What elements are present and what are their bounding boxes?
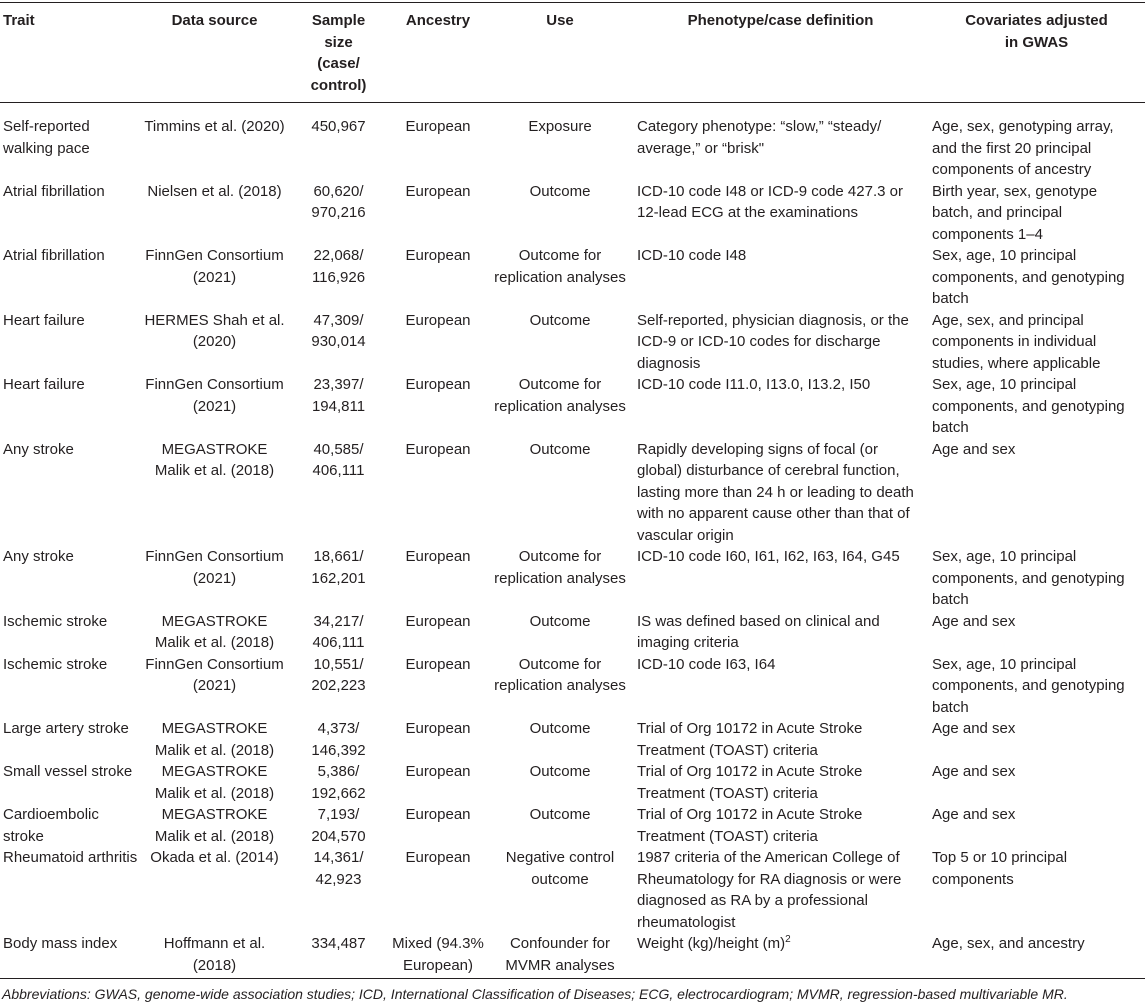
table-row: [0, 718, 1145, 761]
cell-use: [487, 103, 633, 181]
cell-use-text: Outcome: [529, 182, 591, 200]
cell-trait-text: Self-reported walking pace: [3, 118, 90, 157]
cell-phenotype-definition-text: ICD-10 code I60, I61, I62, I63, I64, G45: [637, 548, 900, 565]
cell-trait-text: Atrial fibrillation: [3, 247, 105, 264]
cell-phenotype-definition: [633, 611, 928, 654]
cell-trait: [0, 761, 141, 804]
cell-sample-size: [288, 718, 389, 761]
cell-use-text: Outcome: [529, 806, 591, 823]
header-ancestry: Ancestry: [389, 3, 487, 103]
table-header: [0, 3, 1145, 103]
cell-use: [487, 439, 633, 547]
cell-trait-text: Heart failure: [3, 376, 85, 393]
cell-trait: [0, 847, 141, 933]
cell-covariates-text: Age and sex: [932, 720, 1016, 737]
cell-trait-text: Body mass index: [3, 935, 118, 952]
cell-covariates-text: Age and sex: [932, 763, 1016, 780]
cell-trait-text: Any stroke: [3, 548, 74, 565]
cell-phenotype-definition-text: 1987 criteria of the American College of Rheumatology for RA diagnosis or were diagnosed as RA by a professional rheumatologist: [637, 849, 902, 931]
header-phenotype-definition: Phenotype/case definition: [633, 3, 928, 103]
cell-phenotype-definition: [633, 103, 928, 181]
cell-sample-size-text: 7,193/ 204,570: [311, 806, 366, 845]
cell-ancestry-text: European: [405, 806, 471, 823]
cell-trait-text: Cardioembolic stroke: [3, 806, 99, 845]
cell-sample-size-text: 47,309/ 930,014: [311, 311, 366, 350]
cell-ancestry-text: European: [405, 311, 471, 329]
cell-data-source: [141, 374, 288, 439]
table-row: [0, 761, 1145, 804]
cell-phenotype-definition: [633, 439, 928, 547]
cell-covariates-text: Sex, age, 10 principal components, and genotyping batch: [932, 247, 1125, 307]
cell-trait: [0, 310, 141, 375]
cell-covariates-text: Sex, age, 10 principal components, and genotyping batch: [932, 376, 1125, 436]
cell-covariates-text: Sex, age, 10 principal components, and genotyping batch: [932, 655, 1125, 716]
table-row: [0, 847, 1145, 933]
cell-covariates: [928, 933, 1145, 979]
cell-phenotype-definition: [633, 847, 928, 933]
cell-trait-text: Large artery stroke: [3, 720, 129, 737]
cell-trait: [0, 611, 141, 654]
cell-sample-size-text: 450,967: [311, 118, 366, 135]
cell-use: [487, 847, 633, 933]
cell-ancestry: [389, 245, 487, 310]
cell-ancestry: [389, 847, 487, 933]
cell-sample-size-text: 40,585/ 406,111: [312, 440, 365, 479]
cell-phenotype-definition-text: ICD-10 code I11.0, I13.0, I13.2, I50: [637, 376, 871, 393]
cell-sample-size: [288, 654, 389, 719]
cell-ancestry: [389, 761, 487, 804]
cell-use: [487, 761, 633, 804]
cell-phenotype-definition: [633, 181, 928, 246]
cell-phenotype-definition-text: Trial of Org 10172 in Acute Stroke Treatment (TOAST) criteria: [637, 720, 863, 759]
cell-phenotype-definition: [633, 310, 928, 375]
cell-phenotype-definition-text: Weight (kg)/height (m): [637, 935, 786, 952]
cell-phenotype-definition: [633, 654, 928, 719]
table-row: [0, 933, 1145, 979]
cell-data-source: [141, 654, 288, 719]
cell-phenotype-definition: [633, 804, 928, 847]
cell-covariates-text: Age and sex: [932, 440, 1016, 458]
cell-phenotype-definition-text: Category phenotype: “slow,” “steady/ average,” or “brisk": [637, 118, 882, 157]
header-use: Use: [487, 3, 633, 103]
cell-sample-size: [288, 439, 389, 547]
cell-covariates: [928, 761, 1145, 804]
cell-use-text: Exposure: [528, 118, 592, 135]
cell-data-source-text: MEGASTROKE Malik et al. (2018): [154, 806, 275, 845]
cell-phenotype-definition-text: Self-reported, physician diagnosis, or the ICD-9 or ICD-10 codes for discharge diagnosis: [637, 311, 909, 372]
cell-phenotype-definition: [633, 761, 928, 804]
cell-covariates: [928, 310, 1145, 375]
cell-sample-size-text: 23,397/ 194,811: [311, 376, 366, 415]
cell-sample-size-text: 18,661/ 162,201: [311, 548, 366, 587]
cell-covariates-text: Age, sex, genotyping array, and the first 20 principal components of ancestry: [932, 118, 1114, 178]
cell-trait: [0, 718, 141, 761]
cell-data-source: [141, 310, 288, 375]
cell-data-source: [141, 804, 288, 847]
cell-sample-size: [288, 103, 389, 181]
table-body: [0, 103, 1145, 979]
cell-data-source-text: FinnGen Consortium (2021): [145, 548, 284, 587]
cell-use: [487, 718, 633, 761]
cell-use-text: Outcome for replication analyses: [494, 655, 626, 694]
cell-sample-size: [288, 847, 389, 933]
cell-data-source-text: Nielsen et al. (2018): [147, 182, 282, 200]
superscript: 2: [785, 934, 791, 945]
cell-phenotype-definition: [633, 546, 928, 611]
cell-data-source: [141, 847, 288, 933]
cell-trait-text: Rheumatoid arthritis: [3, 849, 138, 866]
cell-phenotype-definition-text: Trial of Org 10172 in Acute Stroke Treatment (TOAST) criteria: [637, 763, 863, 802]
cell-trait: [0, 439, 141, 547]
cell-covariates: [928, 804, 1145, 847]
cell-use: [487, 611, 633, 654]
cell-data-source-text: MEGASTROKE Malik et al. (2018): [154, 763, 275, 802]
cell-use-text: Outcome: [529, 612, 591, 630]
cell-ancestry-text: European: [405, 763, 471, 780]
cell-covariates: [928, 611, 1145, 654]
cell-sample-size-text: 22,068/ 116,926: [311, 247, 366, 286]
cell-use: [487, 374, 633, 439]
cell-covariates: [928, 546, 1145, 611]
cell-trait: [0, 103, 141, 181]
cell-ancestry-text: European: [405, 182, 471, 200]
cell-trait: [0, 181, 141, 246]
cell-phenotype-definition-text: Trial of Org 10172 in Acute Stroke Treatment (TOAST) criteria: [637, 806, 863, 845]
cell-use-text: Outcome: [529, 440, 591, 458]
cell-use-text: Outcome for replication analyses: [494, 247, 626, 286]
cell-ancestry-text: European: [405, 849, 471, 866]
cell-ancestry: [389, 718, 487, 761]
table-row: [0, 103, 1145, 181]
cell-sample-size: [288, 181, 389, 246]
cell-ancestry-text: European: [405, 612, 471, 630]
cell-sample-size-text: 60,620/ 970,216: [311, 182, 366, 221]
cell-trait-text: Small vessel stroke: [3, 763, 133, 780]
cell-use-text: Outcome: [529, 311, 591, 329]
cell-data-source: [141, 933, 288, 979]
cell-trait: [0, 933, 141, 979]
table-row: [0, 439, 1145, 547]
cell-ancestry-text: European: [405, 440, 471, 458]
table-row: [0, 654, 1145, 719]
cell-data-source: [141, 611, 288, 654]
cell-ancestry: [389, 611, 487, 654]
cell-ancestry: [389, 310, 487, 375]
cell-use-text: Outcome for replication analyses: [494, 376, 626, 415]
cell-phenotype-definition: [633, 933, 928, 979]
cell-covariates: [928, 181, 1145, 246]
cell-covariates: [928, 847, 1145, 933]
cell-sample-size-text: 10,551/ 202,223: [311, 655, 366, 694]
cell-sample-size-text: 34,217/ 406,111: [312, 612, 365, 651]
cell-data-source-text: MEGASTROKE Malik et al. (2018): [154, 612, 275, 651]
cell-phenotype-definition-text: ICD-10 code I48 or ICD-9 code 427.3 or 12-lead ECG at the examinations: [637, 182, 903, 221]
cell-use-text: Outcome: [529, 763, 591, 780]
table-footnote: Abbreviations: GWAS, genome-wide association studies; ICD, International Classification of Diseases; ECG, electrocardiogram; MVMR, regression-based multivariable MR.: [2, 986, 1068, 1002]
cell-data-source-text: FinnGen Consortium (2021): [145, 655, 284, 694]
cell-ancestry: [389, 654, 487, 719]
cell-ancestry-text: Mixed (94.3% European): [392, 935, 484, 974]
header-row: [0, 3, 1145, 103]
cell-use: [487, 933, 633, 979]
header-trait: Trait: [0, 3, 141, 103]
cell-data-source-text: HERMES Shah et al. (2020): [144, 311, 285, 350]
header-covariates: Covariates adjusted in GWAS: [928, 3, 1145, 103]
cell-covariates-text: Age and sex: [932, 612, 1016, 630]
cell-sample-size-text: 5,386/ 192,662: [311, 763, 366, 802]
cell-ancestry: [389, 374, 487, 439]
cell-data-source-text: MEGASTROKE Malik et al. (2018): [154, 440, 275, 479]
cell-data-source: [141, 439, 288, 547]
cell-data-source: [141, 103, 288, 181]
cell-trait-text: Heart failure: [3, 311, 85, 329]
cell-trait-text: Ischemic stroke: [3, 655, 108, 673]
cell-trait: [0, 654, 141, 719]
cell-use-text: Outcome for replication analyses: [494, 548, 626, 587]
cell-sample-size: [288, 611, 389, 654]
cell-phenotype-definition-text: ICD-10 code I48: [637, 247, 747, 264]
cell-covariates-text: Top 5 or 10 principal components: [932, 849, 1068, 888]
cell-sample-size: [288, 310, 389, 375]
cell-data-source: [141, 245, 288, 310]
header-data-source: Data source: [141, 3, 288, 103]
cell-ancestry-text: European: [405, 118, 471, 135]
cell-covariates-text: Age, sex, and ancestry: [932, 935, 1085, 952]
cell-data-source-text: Okada et al. (2014): [150, 849, 279, 866]
table-row: [0, 804, 1145, 847]
cell-ancestry: [389, 439, 487, 547]
cell-phenotype-definition-text: ICD-10 code I63, I64: [637, 655, 776, 673]
cell-data-source-text: Hoffmann et al. (2018): [163, 935, 266, 974]
cell-covariates-text: Age and sex: [932, 806, 1016, 823]
cell-covariates: [928, 654, 1145, 719]
cell-data-source: [141, 761, 288, 804]
cell-phenotype-definition-text: IS was defined based on clinical and imaging criteria: [637, 612, 880, 651]
cell-sample-size-text: 4,373/ 146,392: [311, 720, 366, 759]
cell-trait-text: Atrial fibrillation: [3, 182, 105, 200]
cell-phenotype-definition: [633, 718, 928, 761]
table-row: [0, 245, 1145, 310]
cell-ancestry-text: European: [405, 548, 471, 565]
cell-sample-size: [288, 245, 389, 310]
table-row: [0, 181, 1145, 246]
cell-use: [487, 804, 633, 847]
cell-sample-size: [288, 374, 389, 439]
cell-sample-size-text: 14,361/ 42,923: [313, 849, 364, 888]
cell-covariates: [928, 718, 1145, 761]
cell-trait: [0, 804, 141, 847]
cell-data-source-text: FinnGen Consortium (2021): [145, 376, 284, 415]
cell-use: [487, 546, 633, 611]
cell-sample-size: [288, 761, 389, 804]
cell-use: [487, 245, 633, 310]
cell-trait: [0, 374, 141, 439]
cell-use: [487, 310, 633, 375]
cell-covariates: [928, 374, 1145, 439]
cell-ancestry: [389, 804, 487, 847]
cell-covariates: [928, 103, 1145, 181]
cell-trait: [0, 546, 141, 611]
cell-trait: [0, 245, 141, 310]
cell-use: [487, 654, 633, 719]
cell-ancestry-text: European: [405, 376, 471, 393]
table-row: [0, 374, 1145, 439]
cell-phenotype-definition-text: Rapidly developing signs of focal (or global) disturbance of cerebral function, lasting more than 24 h or leading to death with no apparent cause other than that of vascular origin: [637, 440, 914, 544]
cell-covariates: [928, 439, 1145, 547]
cell-use: [487, 181, 633, 246]
cell-ancestry-text: European: [405, 247, 471, 264]
cell-use-text: Outcome: [529, 720, 591, 737]
cell-data-source-text: FinnGen Consortium (2021): [145, 247, 284, 286]
cell-sample-size-text: 334,487: [311, 935, 366, 952]
cell-data-source-text: MEGASTROKE Malik et al. (2018): [154, 720, 275, 759]
gwas-data-table: [0, 2, 1145, 979]
cell-covariates-text: Age, sex, and principal components in individual studies, where applicable: [932, 311, 1101, 372]
cell-ancestry: [389, 546, 487, 611]
cell-use-text: Negative control outcome: [505, 849, 615, 888]
cell-data-source: [141, 718, 288, 761]
cell-trait-text: Any stroke: [3, 440, 74, 458]
cell-ancestry-text: European: [405, 720, 471, 737]
cell-data-source: [141, 181, 288, 246]
cell-data-source-text: Timmins et al. (2020): [144, 118, 285, 135]
cell-covariates-text: Birth year, sex, genotype batch, and principal components 1–4: [932, 182, 1098, 243]
cell-ancestry: [389, 933, 487, 979]
cell-ancestry: [389, 181, 487, 246]
cell-ancestry-text: European: [405, 655, 471, 673]
cell-data-source: [141, 546, 288, 611]
cell-phenotype-definition: [633, 245, 928, 310]
cell-sample-size: [288, 546, 389, 611]
cell-covariates-text: Sex, age, 10 principal components, and genotyping batch: [932, 548, 1125, 608]
cell-use-text: Confounder for MVMR analyses: [505, 935, 615, 974]
cell-phenotype-definition: [633, 374, 928, 439]
cell-trait-text: Ischemic stroke: [3, 612, 108, 630]
cell-covariates: [928, 245, 1145, 310]
cell-sample-size: [288, 933, 389, 979]
table-row: [0, 310, 1145, 375]
table-row: [0, 546, 1145, 611]
cell-sample-size: [288, 804, 389, 847]
cell-ancestry: [389, 103, 487, 181]
table-row: [0, 611, 1145, 654]
header-sample-size: Sample size (case/ control): [288, 3, 389, 103]
